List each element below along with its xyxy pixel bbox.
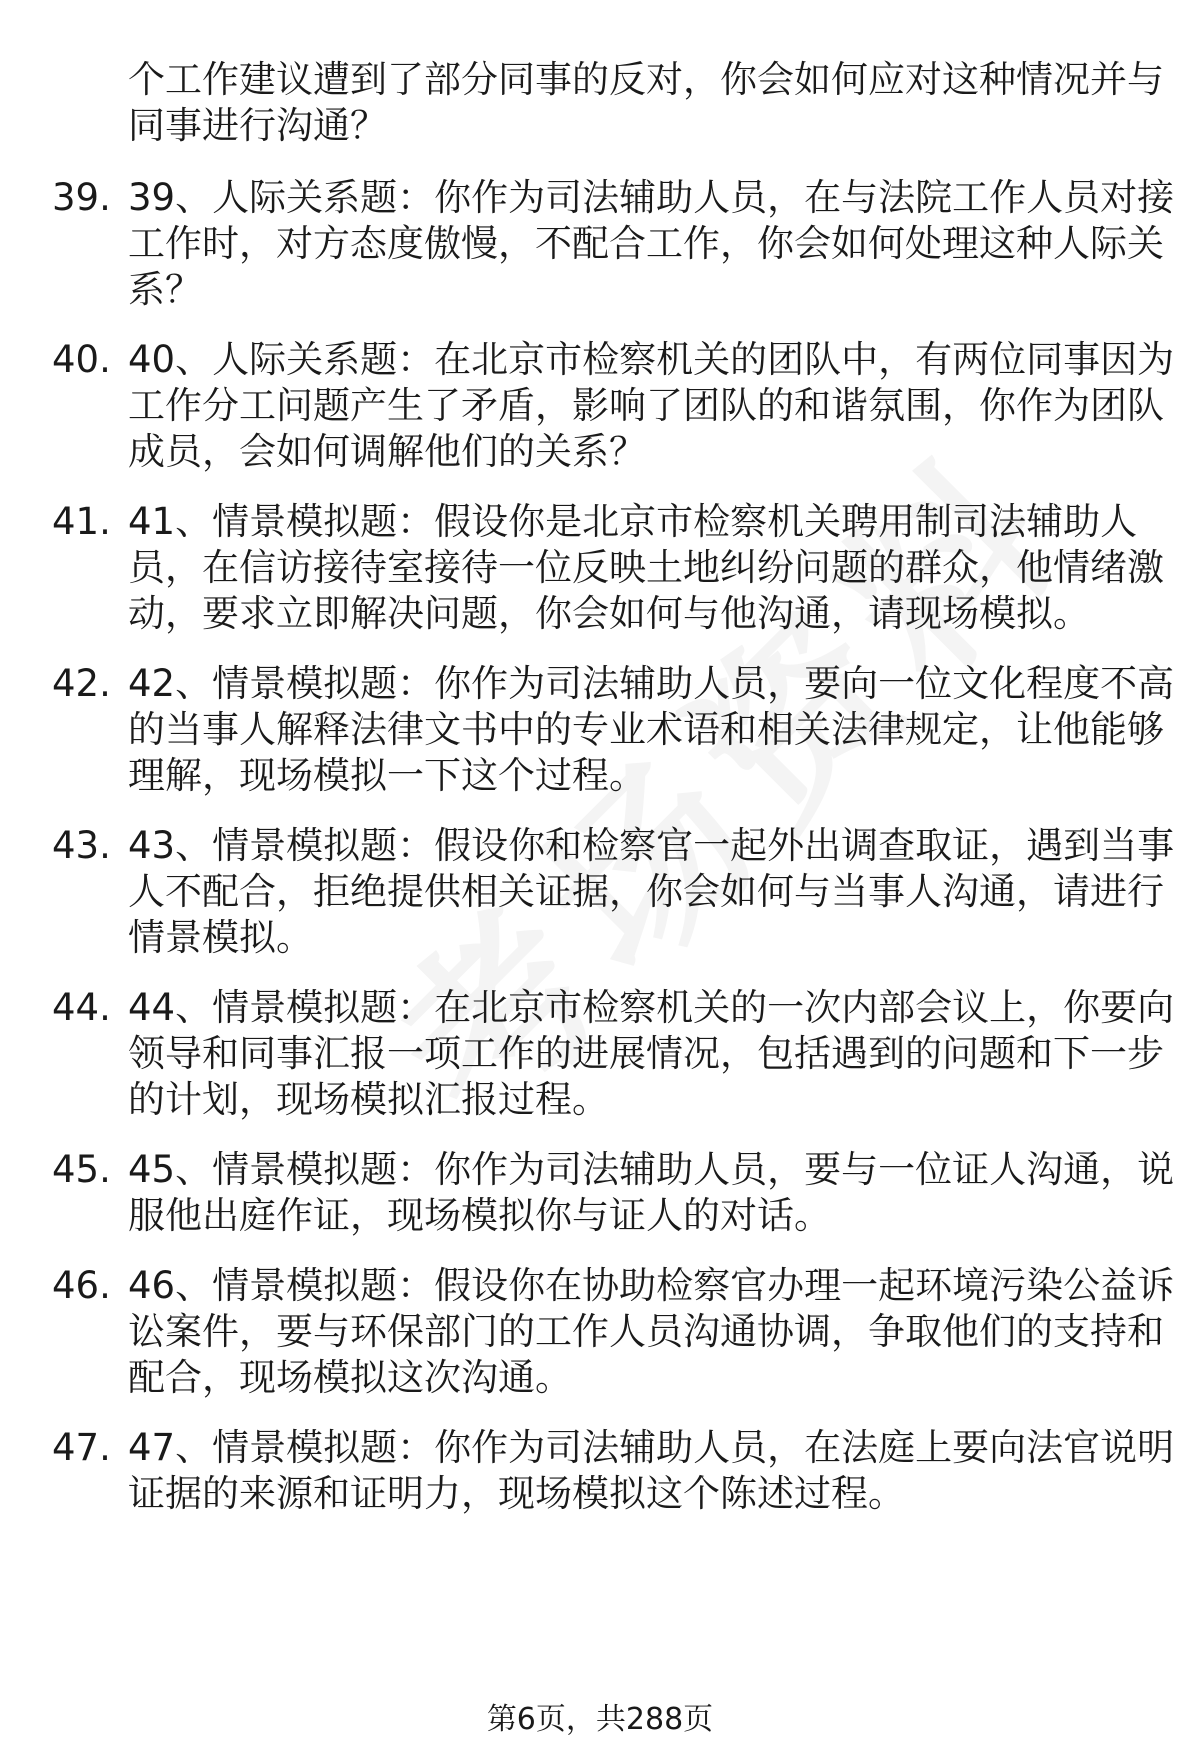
item-46-number: 46.	[52, 1264, 111, 1307]
item-39-line-2: 工作时，对方态度傲慢，不配合工作，你会如何处理这种人际关	[128, 222, 1164, 265]
item-41-line-1: 41、情景模拟题：假设你是北京市检察机关聘用制司法辅助人	[128, 500, 1138, 543]
item-42-number: 42.	[52, 662, 111, 705]
item-40-line-1: 40、人际关系题：在北京市检察机关的团队中，有两位同事因为	[128, 338, 1175, 381]
intro-line-2: 同事进行沟通？	[128, 104, 387, 147]
intro-line-1: 个工作建议遭到了部分同事的反对，你会如何应对这种情况并与	[128, 58, 1164, 101]
item-41-line-2: 员，在信访接待室接待一位反映土地纠纷问题的群众，他情绪激	[128, 546, 1164, 589]
item-42-line-1: 42、情景模拟题：你作为司法辅助人员，要向一位文化程度不高	[128, 662, 1175, 705]
item-45-number: 45.	[52, 1148, 111, 1191]
item-44-line-3: 的计划，现场模拟汇报过程。	[128, 1078, 609, 1121]
item-43-line-2: 人不配合，拒绝提供相关证据，你会如何与当事人沟通，请进行	[128, 870, 1164, 913]
item-43-line-3: 情景模拟。	[128, 916, 313, 959]
item-46-line-2: 讼案件，要与环保部门的工作人员沟通协调，争取他们的支持和	[128, 1310, 1164, 1353]
item-44-line-1: 44、情景模拟题：在北京市检察机关的一次内部会议上，你要向	[128, 986, 1175, 1029]
page-number-footer: 第6页，共288页	[486, 1702, 714, 1737]
item-40-line-2: 工作分工问题产生了矛盾，影响了团队的和谐氛围，你作为团队	[128, 384, 1164, 427]
item-41-number: 41.	[52, 500, 111, 543]
item-47-line-1: 47、情景模拟题：你作为司法辅助人员，在法庭上要向法官说明	[128, 1426, 1175, 1469]
item-42-line-3: 理解，现场模拟一下这个过程。	[128, 754, 646, 797]
item-45-line-2: 服他出庭作证，现场模拟你与证人的对话。	[128, 1194, 831, 1237]
item-39-line-1: 39、人际关系题：你作为司法辅助人员，在与法院工作人员对接	[128, 176, 1175, 219]
item-39-line-3: 系？	[128, 268, 202, 311]
item-41-line-3: 动，要求立即解决问题，你会如何与他沟通，请现场模拟。	[128, 592, 1090, 635]
item-46-line-3: 配合，现场模拟这次沟通。	[128, 1356, 572, 1399]
item-47-number: 47.	[52, 1426, 111, 1469]
item-40-line-3: 成员，会如何调解他们的关系？	[128, 430, 646, 473]
item-47-line-2: 证据的来源和证明力，现场模拟这个陈述过程。	[128, 1472, 905, 1515]
item-43-line-1: 43、情景模拟题：假设你和检察官一起外出调查取证，遇到当事	[128, 824, 1175, 867]
item-42-line-2: 的当事人解释法律文书中的专业术语和相关法律规定，让他能够	[128, 708, 1164, 751]
item-39-number: 39.	[52, 176, 111, 219]
item-46-line-1: 46、情景模拟题：假设你在协助检察官办理一起环境污染公益诉	[128, 1264, 1175, 1307]
item-44-number: 44.	[52, 986, 111, 1029]
item-43-number: 43.	[52, 824, 111, 867]
item-44-line-2: 领导和同事汇报一项工作的进展情况，包括遇到的问题和下一步	[128, 1032, 1164, 1075]
item-45-line-1: 45、情景模拟题：你作为司法辅助人员，要与一位证人沟通，说	[128, 1148, 1175, 1191]
item-40-number: 40.	[52, 338, 111, 381]
